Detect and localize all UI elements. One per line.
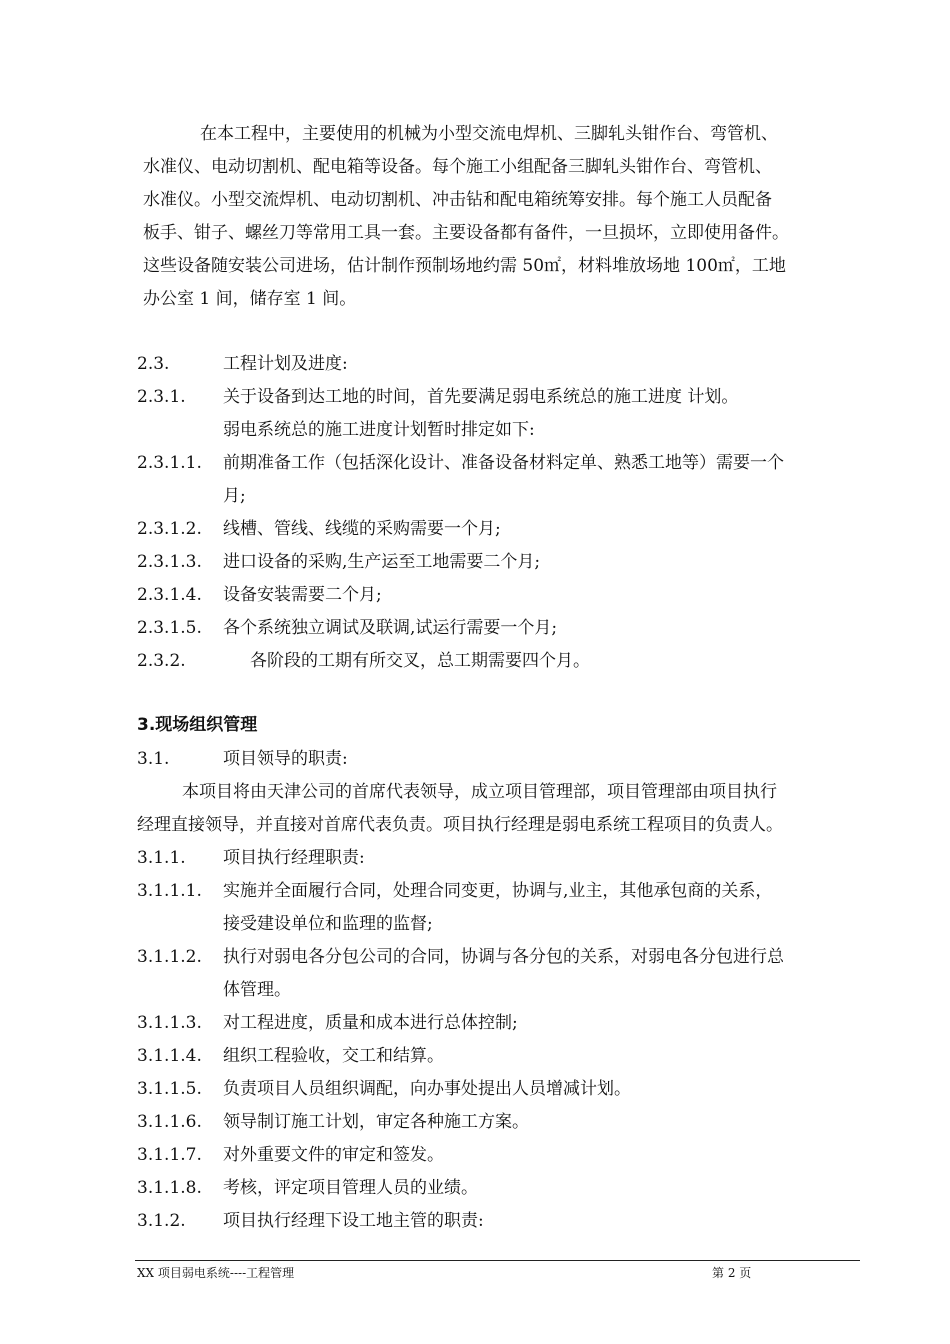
item-text-continued: 月; — [223, 486, 246, 506]
item-number: 3.1.1.7. — [137, 1145, 202, 1165]
intro-line-4: 板手、钳子、螺丝刀等常用工具一套。主要设备都有备件，一旦损坏，立即使用备件。 — [143, 223, 789, 243]
item-text: 执行对弱电各分包公司的合同，协调与各分包的关系，对弱电各分包进行总 — [223, 947, 784, 967]
item-number: 3.1.1.5. — [137, 1079, 202, 1099]
item-number: 3.1.1.1. — [137, 881, 202, 901]
item-number: 2.3.1.4. — [137, 585, 202, 605]
item-text: 负责项目人员组织调配，向办事处提出人员增减计划。 — [223, 1079, 631, 1099]
section-title: 工程计划及进度: — [223, 354, 348, 374]
footer-title: XX 项目弱电系统----工程管理 — [137, 1266, 295, 1280]
intro-line-3: 水准仪。小型交流焊机、电动切割机、冲击钻和配电箱统筹安排。每个施工人员配备 — [143, 190, 772, 210]
item-number: 2.3.1.5. — [137, 618, 202, 638]
item-text-continued: 体管理。 — [223, 980, 291, 1000]
item-text: 设备安装需要二个月; — [223, 585, 382, 605]
item-number: 2.3.1.2. — [137, 519, 202, 539]
intro-line-2: 水准仪、电动切割机、配电箱等设备。每个施工小组配备三脚轧头钳作台、弯管机、 — [143, 157, 772, 177]
item-text: 对工程进度，质量和成本进行总体控制; — [223, 1013, 518, 1033]
section-number: 2.3. — [137, 354, 170, 374]
section-number: 3.1. — [137, 749, 170, 769]
intro-line-6: 办公室 1 间，储存室 1 间。 — [143, 289, 357, 309]
item-text-continued: 弱电系统总的施工进度计划暂时排定如下: — [223, 420, 535, 440]
section-number: 3.1.2. — [137, 1211, 186, 1231]
item-number: 2.3.1.3. — [137, 552, 202, 572]
paragraph-line-1: 本项目将由天津公司的首席代表领导，成立项目管理部，项目管理部由项目执行 — [182, 782, 777, 802]
item-text: 进口设备的采购,生产运至工地需要二个月; — [223, 552, 541, 572]
footer-divider — [135, 1260, 860, 1261]
item-text: 领导制订施工计划，审定各种施工方案。 — [223, 1112, 529, 1132]
item-text-continued: 接受建设单位和监理的监督; — [223, 914, 433, 934]
item-text: 对外重要文件的审定和签发。 — [223, 1145, 444, 1165]
section-title: 项目执行经理职责: — [223, 848, 365, 868]
page-number: 第 2 页 — [712, 1266, 752, 1280]
item-text: 组织工程验收，交工和结算。 — [223, 1046, 444, 1066]
chapter-heading: 3.现场组织管理 — [137, 715, 258, 735]
item-number: 3.1.1.4. — [137, 1046, 202, 1066]
section-number: 2.3.2. — [137, 651, 186, 671]
section-number: 3.1.1. — [137, 848, 186, 868]
item-text: 线槽、管线、线缆的采购需要一个月; — [223, 519, 501, 539]
item-text: 实施并全面履行合同，处理合同变更，协调与,业主，其他承包商的关系， — [223, 881, 773, 901]
item-text: 前期准备工作（包括深化设计、准备设备材料定单、熟悉工地等）需要一个 — [223, 453, 784, 473]
item-number: 3.1.1.2. — [137, 947, 202, 967]
item-number: 3.1.1.8. — [137, 1178, 202, 1198]
intro-line-1: 在本工程中，主要使用的机械为小型交流电焊机、三脚轧头钳作台、弯管机、 — [200, 124, 778, 144]
item-number: 2.3.1.1. — [137, 453, 202, 473]
section-title: 项目领导的职责: — [223, 749, 348, 769]
item-text: 关于设备到达工地的时间，首先要满足弱电系统总的施工进度 计划。 — [223, 387, 739, 407]
section-number: 2.3.1. — [137, 387, 186, 407]
paragraph-line-2: 经理直接领导，并直接对首席代表负责。项目执行经理是弱电系统工程项目的负责人。 — [137, 815, 783, 835]
intro-line-5: 这些设备随安装公司进场，估计制作预制场地约需 50㎡，材料堆放场地 100㎡，工地 — [143, 256, 786, 276]
item-text: 考核，评定项目管理人员的业绩。 — [223, 1178, 478, 1198]
item-text: 各阶段的工期有所交叉，总工期需要四个月。 — [250, 651, 590, 671]
item-text: 各个系统独立调试及联调,试运行需要一个月; — [223, 618, 558, 638]
section-title: 项目执行经理下设工地主管的职责: — [223, 1211, 484, 1231]
item-number: 3.1.1.6. — [137, 1112, 202, 1132]
item-number: 3.1.1.3. — [137, 1013, 202, 1033]
